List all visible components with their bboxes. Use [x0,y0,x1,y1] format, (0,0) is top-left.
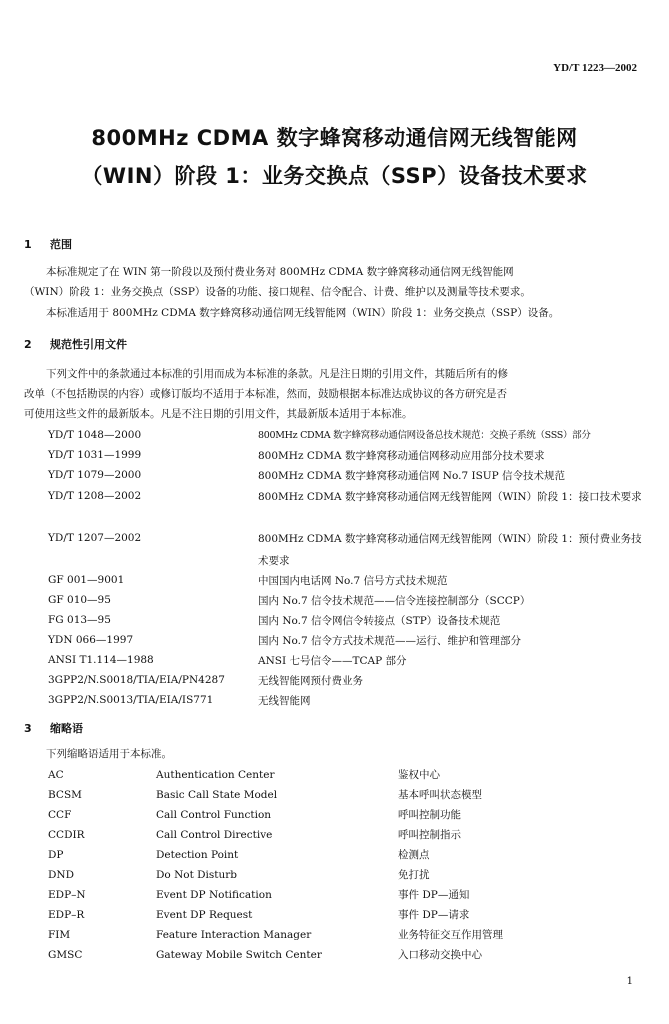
abbreviation-chinese: 呼叫控制功能 [398,809,461,821]
reference-row [48,486,648,506]
abbreviation-row [48,785,648,805]
standard-id: YD/T 1223—2002 [553,62,637,74]
reference-title: 国内 No.7 信令网信令转接点（STP）设备技术规范 [258,615,501,627]
abbreviation: FIM [48,929,71,941]
paragraph-line: 本标准适用于 800MHz CDMA 数字蜂窝移动通信网无线智能网（WIN）阶段 1：业务交换点（SSP）设备。 [46,307,560,319]
reference-title: ANSI 七号信令——TCAP 部分 [258,655,407,667]
abbreviation-row [48,885,648,905]
abbreviation-row [48,905,648,925]
reference-title: 800MHz CDMA 数字蜂窝移动通信网设备总技术规范：交换子系统（SSS）部分 [258,430,591,441]
reference-title: 800MHz CDMA 数字蜂窝移动通信网无线智能网（WIN）阶段 1：预付费业务技术要求 [258,533,642,567]
abbreviation-chinese: 基本呼叫状态模型 [398,789,482,801]
abbreviation: CCF [48,809,72,821]
reference-row [48,690,648,710]
abbreviation-row [48,805,648,825]
reference-code: YDN 066—1997 [48,634,134,646]
reference-row [48,630,648,650]
abbreviation: EDP–R [48,909,85,921]
reference-code: 3GPP2/N.S0018/TIA/EIA/PN4287 [48,674,225,686]
reference-code: FG 013—95 [48,614,111,626]
paragraph-line: 改单（不包括勘误的内容）或修订版均不适用于本标准，然而，鼓励根据本标准达成协议的各方研究是否 [24,388,507,400]
abbreviation-english: Call Control Directive [156,829,273,841]
section-number: 2 [24,338,32,351]
reference-title: 无线智能网 [258,695,311,707]
section-2-heading [24,336,127,352]
reference-row [48,465,648,485]
reference-code: YD/T 1208—2002 [48,490,142,502]
abbreviation-chinese: 事件 DP—通知 [398,889,470,901]
reference-row [48,670,648,690]
abbreviation-chinese: 鉴权中心 [398,769,440,781]
abbreviation: AC [48,769,64,781]
paragraph-line: （WIN）阶段 1：业务交换点（SSP）设备的功能、接口规程、信令配合、计费、维护以及测量等技术要求。 [24,286,531,298]
abbreviation-row [48,945,648,965]
reference-title: 国内 No.7 信令方式技术规范——运行、维护和管理部分 [258,635,522,647]
reference-code: YD/T 1079—2000 [48,469,142,481]
abbreviation-english: Gateway Mobile Switch Center [156,949,322,961]
abbreviation-chinese: 入口移动交换中心 [398,949,482,961]
section-3-intro [24,744,640,764]
abbreviation-english: Event DP Request [156,909,253,921]
document-title-line2: （WIN）阶段 1：业务交换点（SSP）设备技术要求 [81,164,588,188]
abbreviation: DND [48,869,75,881]
abbreviation-chinese: 检测点 [398,849,430,861]
section-title: 缩略语 [50,722,83,735]
reference-title: 800MHz CDMA 数字蜂窝移动通信网无线智能网（WIN）阶段 1：接口技术要求 [258,491,642,503]
paragraph-line: 下列缩略语适用于本标准。 [46,748,172,760]
document-title-line1: 800MHz CDMA 数字蜂窝移动通信网无线智能网 [91,126,578,150]
paragraph-line: 下列文件中的条款通过本标准的引用而成为本标准的条款。凡是注日期的引用文件，其随后所有的修 [46,368,508,380]
abbreviation: CCDIR [48,829,85,841]
abbreviation-row [48,825,648,845]
reference-title: 800MHz CDMA 数字蜂窝移动通信网移动应用部分技术要求 [258,450,545,462]
reference-row [48,425,648,445]
abbreviation-english: Authentication Center [156,769,275,781]
reference-row [48,650,648,670]
reference-title: 中国国内电话网 No.7 信号方式技术规范 [258,575,448,587]
abbreviation-chinese: 免打扰 [398,869,430,881]
reference-row [48,445,648,465]
section-3-heading [24,720,83,736]
abbreviation-row [48,845,648,865]
reference-row [48,528,648,567]
abbreviation-row [48,925,648,945]
section-1-paragraph-2 [24,303,640,323]
abbreviation-english: Detection Point [156,849,239,861]
abbreviation-row [48,865,648,885]
abbreviation: EDP–N [48,889,86,901]
abbreviation: GMSC [48,949,83,961]
section-1-paragraph-1 [24,262,640,302]
reference-title: 无线智能网预付费业务 [258,675,363,687]
reference-row [48,610,648,630]
reference-code: GF 010—95 [48,594,111,606]
reference-code: YD/T 1048—2000 [48,429,142,441]
reference-code: GF 001—9001 [48,574,125,586]
section-title: 规范性引用文件 [50,338,127,351]
paragraph-line: 可使用这些文件的最新版本。凡是不注日期的引用文件，其最新版本适用于本标准。 [24,408,413,420]
reference-code: 3GPP2/N.S0013/TIA/EIA/IS771 [48,694,214,706]
abbreviation: DP [48,849,64,861]
abbreviation-english: Do Not Disturb [156,869,238,881]
reference-row [48,590,648,610]
reference-title: 国内 No.7 信令技术规范——信令连接控制部分（SCCP） [258,595,531,607]
section-number: 1 [24,238,32,251]
reference-title: 800MHz CDMA 数字蜂窝移动通信网 No.7 ISUP 信令技术规范 [258,470,566,482]
abbreviation-chinese: 呼叫控制指示 [398,829,461,841]
section-1-heading [24,236,72,252]
paragraph-line: 本标准规定了在 WIN 第一阶段以及预付费业务对 800MHz CDMA 数字蜂窝移动通信网无线智能网 [46,266,514,278]
abbreviation-english: Feature Interaction Manager [156,929,312,941]
reference-row [48,570,648,590]
abbreviation-english: Basic Call State Model [156,789,278,801]
reference-code: ANSI T1.114—1988 [48,654,154,666]
abbreviation-english: Call Control Function [156,809,272,821]
section-2-paragraph [24,364,640,424]
abbreviation: BCSM [48,789,82,801]
abbreviation-english: Event DP Notification [156,889,272,901]
abbreviation-row [48,765,648,785]
reference-code: YD/T 1031—1999 [48,449,142,461]
abbreviation-chinese: 业务特征交互作用管理 [398,929,503,941]
reference-code: YD/T 1207—2002 [48,532,142,544]
page-number: 1 [626,976,633,987]
section-number: 3 [24,722,32,735]
abbreviation-chinese: 事件 DP—请求 [398,909,470,921]
section-title: 范围 [50,238,72,251]
